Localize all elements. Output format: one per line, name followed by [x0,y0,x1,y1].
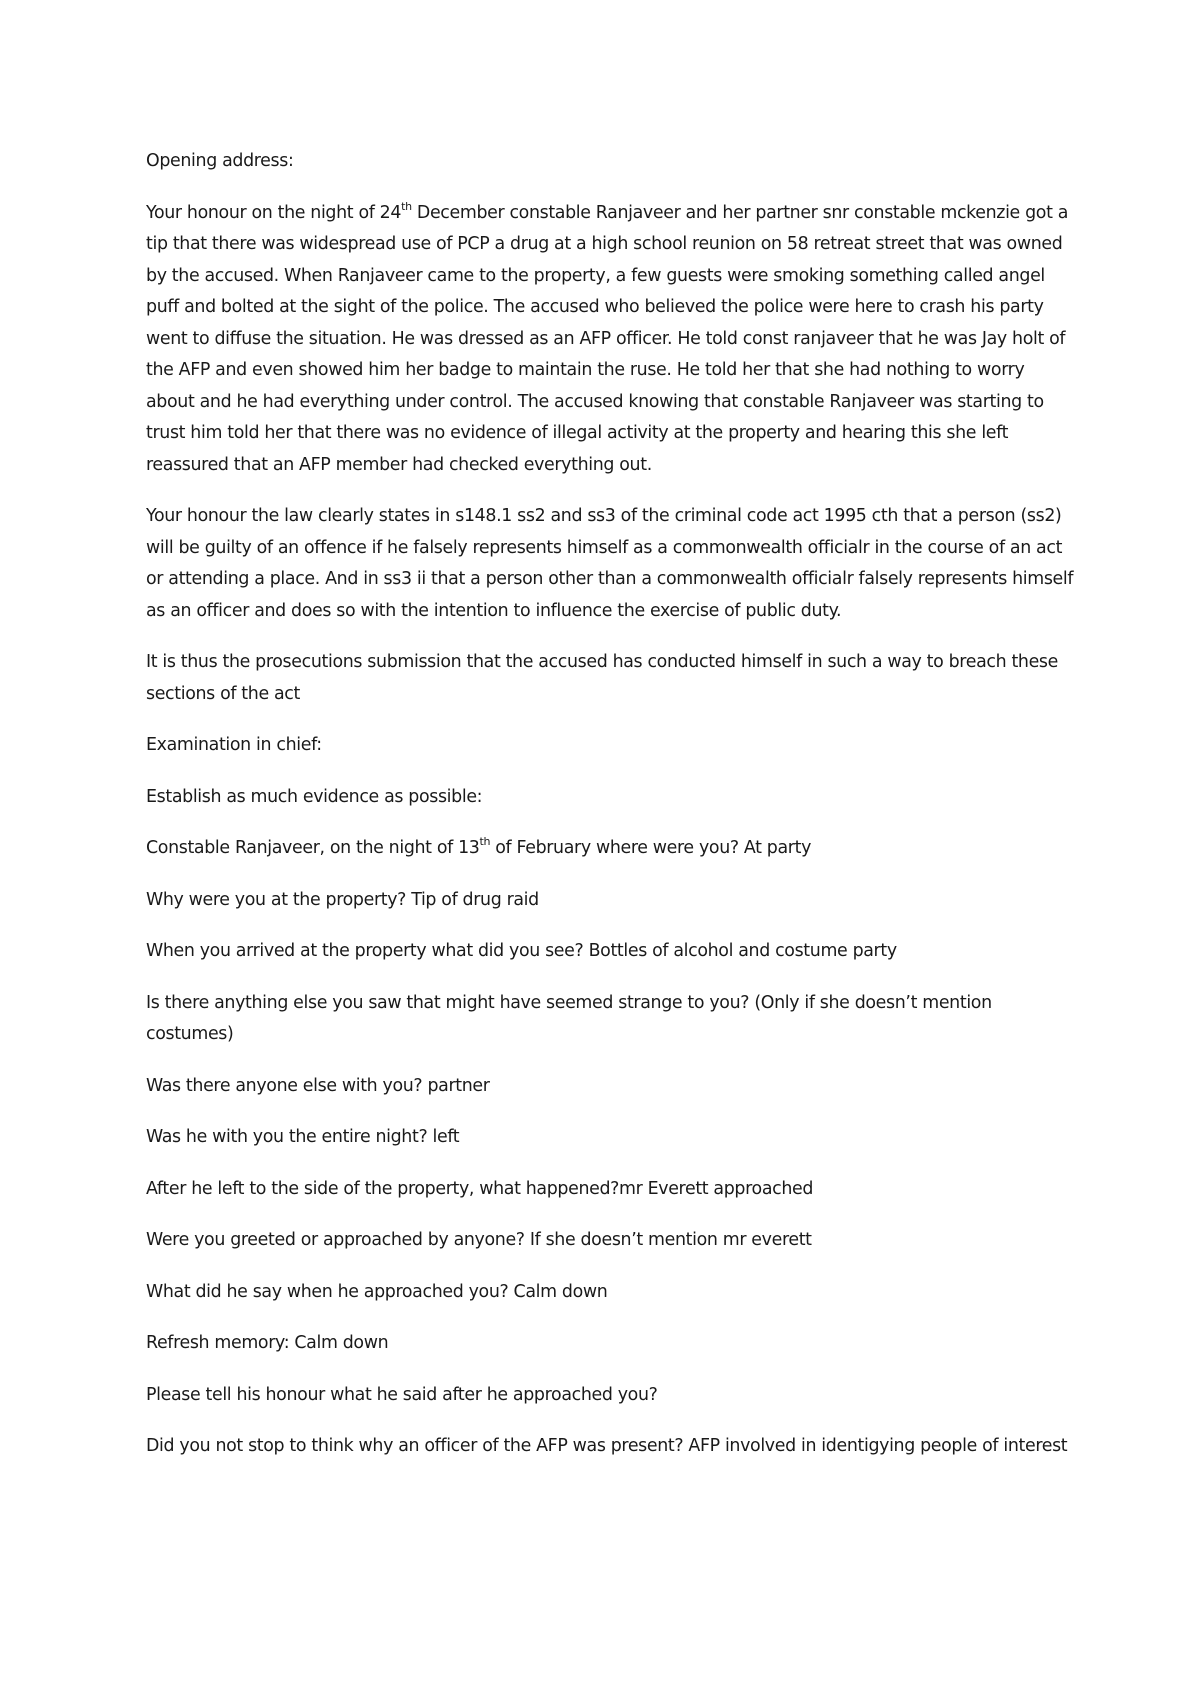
opening-address-heading: Opening address: [146,151,294,171]
question-line: Was there anyone else with you? partner [146,1075,490,1096]
examination-heading: Examination in chief: [146,735,322,755]
question-line: Was he with you the entire night? left [146,1127,460,1147]
submission-paragraph: It is thus the prosecutions submission that the accused has conducted himself in such a way to breach these sections of the act [146,652,1058,704]
establish-evidence-line: Establish as much evidence as possible: [146,786,483,807]
question-text-rest: of February where were you? At party [490,838,812,858]
question-line: Please tell his honour what he said after he approached you? [146,1384,658,1405]
question-line: Why were you at the property? Tip of drug raid [146,889,539,910]
opening-paragraph [146,198,1076,482]
law-paragraph: Your honour the law clearly states in s148.1 ss2 and ss3 of the criminal code act 1995 cth that a person (ss2) will be guilty of an offence if he falsely represents himself as a commonwealth officialr in the course of an act or attending a place. And in ss3 ii that a person other than a commonwealth officialr falsely represents himself as an officer and does so with the intention to influence the exercise of public duty. [146,506,1074,621]
question-line: After he left to the side of the property, what happened?mr Everett approached [146,1178,814,1199]
question-line: Is there anything else you saw that might have seemed strange to you? (Only if she doesn’t mention costumes) [146,992,992,1044]
question-line: Did you not stop to think why an officer of the AFP was present? AFP involved in identigying people of interest [146,1436,1068,1456]
question-line [146,833,1076,865]
question-line: Refresh memory: Calm down [146,1333,389,1353]
question-line: When you arrived at the property what did you see? Bottles of alcohol and costume party [146,941,897,961]
document-body [146,146,1076,1483]
question-line: Were you greeted or approached by anyone? If she doesn’t mention mr everett [146,1230,812,1250]
question-text-start: Constable Ranjaveer, on the night of 13 [146,838,480,858]
opening-text-start: Your honour on the night of 24 [146,202,402,223]
ordinal-suffix: th [401,199,412,213]
ordinal-suffix: th [479,835,491,849]
opening-text-rest: December constable Ranjaveer and her partner snr constable mckenzie got a tip that there was widespread use of PCP a drug at a high school reunion on 58 retreat street that was owned by the accused. When Ranjaveer came to the property, a few guests were smoking something called angel puff and bolted at the sight of the police. The accused who believed the police were here to crash his party went to diffuse the situation. He was dressed as an AFP officer. He told const ranjaveer that he was Jay holt of the AFP and even showed him her badge to maintain the ruse. He told her that she had nothing to worry about and he had everything under control. The accused knowing that constable Ranjaveer was starting to trust him told her that there was no evidence of illegal activity at the property and hearing this she left reassured that an AFP member had checked everything out. [146,202,1069,475]
question-line: What did he say when he approached you? Calm down [146,1281,608,1302]
